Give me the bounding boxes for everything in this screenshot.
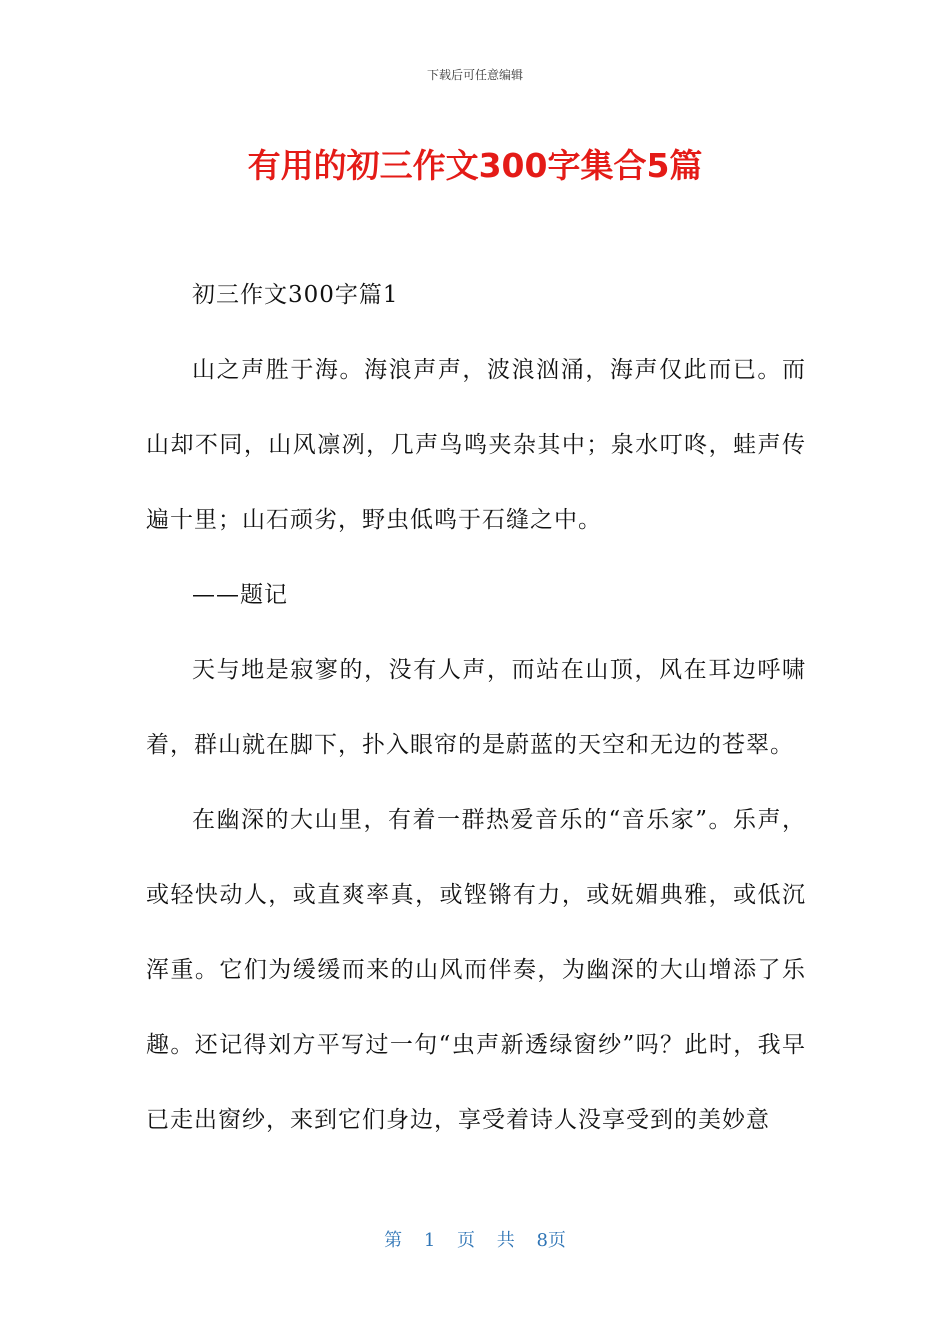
footer-current-page: 1	[423, 1230, 436, 1251]
footer-prefix: 第	[384, 1230, 403, 1251]
paragraph: 天与地是寂寥的，没有人声，而站在山顶，风在耳边呼啸着，群山就在脚下，扑入眼帘的是蔚蓝的天空和无边的苍翠。	[146, 657, 806, 758]
header-note: 下载后可任意编辑	[426, 68, 523, 82]
footer-total-label: 共	[496, 1230, 515, 1251]
section-heading: 初三作文300字篇1	[192, 282, 399, 308]
paragraph: 山之声胜于海。海浪声声，波浪汹涌，海声仅此而已。而山却不同，山风凛冽，几声鸟鸣夹杂其中；泉水叮咚，蛙声传遍十里；山石顽劣，野虫低鸣于石缝之中。	[146, 357, 806, 533]
footer-total-pages: 8页	[536, 1230, 566, 1251]
document-title: 有用的初三作文300字集合5篇	[247, 146, 703, 185]
document-body	[146, 258, 806, 1158]
paragraph: 在幽深的大山里，有着一群热爱音乐的“音乐家”。乐声，或轻快动人，或直爽率真，或铿锵有力，或妩媚典雅，或低沉浑重。它们为缓缓而来的山风而伴奏，为幽深的大山增添了乐趣。还记得刘方平写过一句“虫声新透绿窗纱”吗？此时，我早已走出窗纱，来到它们身边，享受着诗人没享受到的美妙意	[146, 807, 806, 1133]
page-number-footer	[0, 1226, 950, 1252]
footer-page-label: 页	[457, 1230, 475, 1251]
epigraph-attribution: ——题记	[192, 582, 288, 608]
